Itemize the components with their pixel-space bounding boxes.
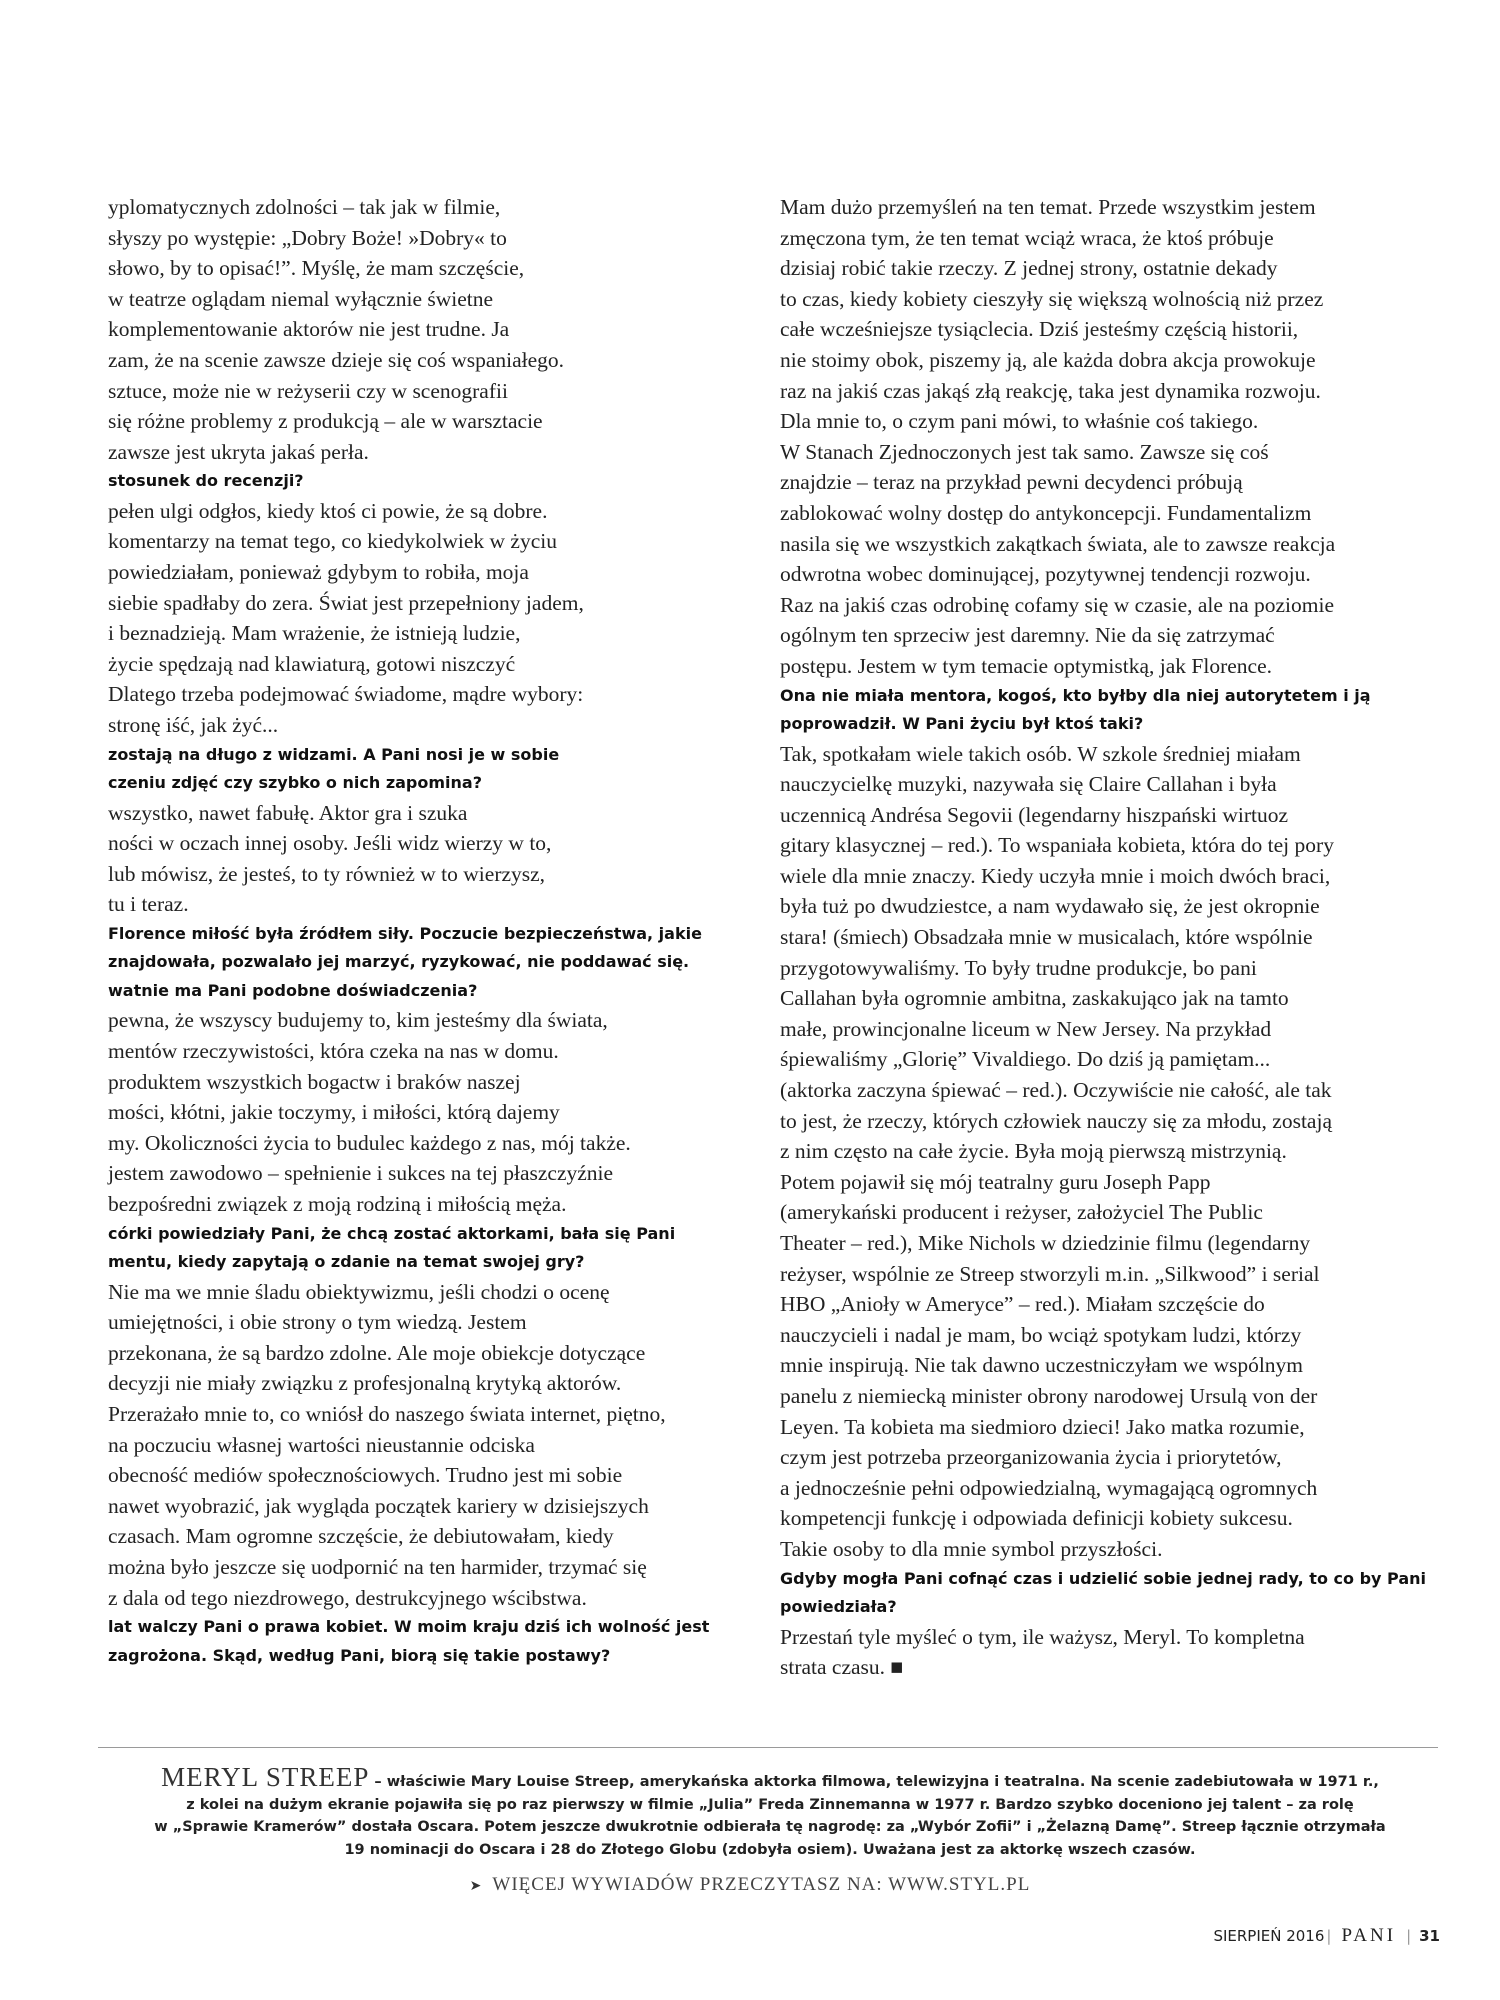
page-number: 31	[1419, 1927, 1440, 1945]
interview-question: córki powiedziały Pani, że chcą zostać aktorkami, bała się Pani mentu, kiedy zapytają o zdanie na temat swojej gry?	[108, 1223, 676, 1272]
answer-paragraph: pełen ulgi odgłos, kiedy ktoś ci powie, że są dobre. komentarzy na temat tego, co kiedykolwiek w życiu powiedziałam, ponieważ gdybym to robiła, moja siebie spadłaby do zera. Świat jest przepełniony jadem, i beznadzieją. Mam wrażenie, że istnieją ludzie, życie spędzają nad klawiaturą, gotowi niszczyć Dlatego trzeba podejmować świadome, mądre wybory: stronę iść, jak żyć...	[108, 498, 584, 737]
interview-question: Gdyby mogła Pani cofnąć czas i udzielić sobie jednej rady, to co by Pani powiedziała?	[780, 1568, 1426, 1617]
answer-paragraph: wszystko, nawet fabułę. Aktor gra i szuka ności w oczach innej osoby. Jeśli widz wierzy w to, lub mówisz, że jesteś, to ty również w to wierzysz, tu i teraz.	[108, 800, 552, 917]
bio-line: w „Sprawie Kramerów” dostała Oscara. Potem jeszcze dwukrotnie odbierała tę nagrodę: za „Wybór Zofii” i „Żelazną Damę”. Streep łącznie otrzymała	[154, 1819, 1386, 1835]
left-column	[108, 192, 758, 1670]
bio-line: 19 nominacji do Oscara i 28 do Złotego Globu (zdobyła osiem). Uważana jest za aktorkę wszech czasów.	[344, 1841, 1196, 1858]
magazine-name: PANI	[1341, 1925, 1397, 1946]
interview-question: stosunek do recenzji?	[108, 471, 304, 491]
double-arrow-icon: ➤	[469, 1878, 483, 1894]
footer-separator: |	[1326, 1927, 1332, 1945]
more-interviews-link[interactable]	[0, 1874, 1500, 1896]
answer-paragraph: Przestań tyle myśleć o tym, ile ważysz, Meryl. To kompletna strata czasu. ■	[780, 1624, 1305, 1680]
interview-question: Florence miłość była źródłem siły. Poczucie bezpieczeństwa, jakie znajdowała, pozwalało jej marzyć, ryzykować, nie poddawać się. watnie ma Pani podobne doświadczenia?	[108, 923, 702, 1000]
page-footer	[1213, 1925, 1440, 1947]
answer-paragraph: yplomatycznych zdolności – tak jak w filmie, słyszy po występie: „Dobry Boże! »Dobry« to słowo, by to opisać!”. Myślę, że mam szczęście, w teatrze oglądam niemal wyłącznie świetne komplementowanie aktorów nie jest trudne. Ja zam, że na scenie zawsze dzieje się coś wspaniałego. sztuce, może nie w reżyserii czy w scenografii się różne problemy z produkcją – ale w warsztacie zawsze jest ukryta jakaś perła.	[108, 195, 565, 464]
answer-paragraph: Tak, spotkałam wiele takich osób. W szkole średniej miałam nauczycielkę muzyki, nazywała się Claire Callahan i była uczennicą Andrésa Segovii (legendarny hiszpański wirtuoz gitary klasycznej – red.). To wspaniała kobieta, która do tej pory wiele dla mnie znaczy. Kiedy uczyła mnie i moich dwóch braci, była tuż po dwudziestce, a nam wydawało się, że jest okropnie stara! (śmiech) Obsadzała mnie w musicalach, które wspólnie przygotowywaliśmy. To były trudne produkcje, bo pani Callahan była ogromnie ambitna, zaskakująco jak na tamto małe, prowincjonalne liceum w New Jersey. Na przykład śpiewaliśmy „Glorię” Vivaldiego. Do dziś ją pamiętam... (aktorka zaczyna śpiewać – red.). Oczywiście nie całość, ale tak to jest, że rzeczy, których człowiek nauczy się za młodu, zostają z nim często na całe życie. Była moją pierwszą mistrzynią. Potem pojawił się mój teatralny guru Joseph Papp (amerykański producent i reżyser, założyciel The Public Theater – red.), Mike Nichols w dziedzinie filmu (legendarny reżyser, wspólnie ze Streep stworzyli m.in. „Silkwood” i serial HBO „Anioły w Ameryce” – red.). Miałam szczęście do nauczycieli i nadal je mam, bo wciąż spotykam ludzi, którzy mnie inspirują. Nie tak dawno uczestniczyłam we wspólnym panelu z niemiecką minister obrony narodowej Ursulą von der Leyen. Ta kobieta ma siedmioro dzieci! Jako matka rozumie, czym jest potrzeba przeorganizowania życia i priorytetów, a jednocześnie pełni odpowiedzialną, wymagającą ogromnych kompetencji funkcję i odpowiada definicji kobiety sukcesu. Takie osoby to dla mnie symbol przyszłości.	[780, 741, 1334, 1561]
interview-question: zostają na długo z widzami. A Pani nosi je w sobie czeniu zdjęć czy szybko o nich zapomina?	[108, 744, 560, 793]
answer-paragraph: pewna, że wszyscy budujemy to, kim jesteśmy dla świata, mentów rzeczywistości, która czeka na nas w domu. produktem wszystkich bogactw i braków naszej mości, kłótni, jakie toczymy, i miłości, którą dajemy my. Okoliczności życia to budulec każdego z nas, mój także. jestem zawodowo – spełnienie i sukces na tej płaszczyźnie bezpośredni związek z moją rodziną i miłością męża.	[108, 1008, 631, 1217]
bio-line	[100, 1762, 1440, 1794]
bio-divider	[98, 1747, 1438, 1748]
more-interviews-text[interactable]: WIĘCEJ WYWIADÓW PRZECZYTASZ NA: WWW.STYL.PL	[492, 1874, 1031, 1895]
answer-paragraph: Mam dużo przemyśleń na ten temat. Przede wszystkim jestem zmęczona tym, że ten temat wciąż wraca, że ktoś próbuje dzisiaj robić takie rzeczy. Z jednej strony, ostatnie dekady to czas, kiedy kobiety cieszyły się większą wolnością niż przez całe wcześniejsze tysiąclecia. Dziś jesteśmy częścią historii, nie stoimy obok, piszemy ją, ale każda dobra akcja prowokuje raz na jakiś czas jakąś złą reakcję, taka jest dynamika rozwoju. Dla mnie to, o czym pani mówi, to właśnie coś takiego. W Stanach Zjednoczonych jest tak samo. Zawsze się coś znajdzie – teraz na przykład pewni decydenci próbują zablokować wolny dostęp do antykoncepcji. Fundamentalizm nasila się we wszystkich zakątkach świata, ale to zawsze reakcja odwrotna wobec dominującej, pozytywnej tendencji rozwoju. Raz na jakiś czas odrobinę cofamy się w czasie, ale na poziomie ogólnym ten sprzeciw jest daremny. Nie da się zatrzymać postępu. Jestem w tym temacie optymistką, jak Florence.	[780, 195, 1336, 678]
bio-name: MERYL STREEP	[161, 1762, 370, 1792]
issue-date: SIERPIEŃ 2016	[1213, 1927, 1325, 1945]
bio-line: z kolei na dużym ekranie pojawiła się po raz pierwszy w filmie „Julia” Freda Zinnemanna w 1977 r. Bardzo szybko doceniono jej talent – za rolę	[186, 1796, 1354, 1813]
footer-separator: |	[1406, 1927, 1412, 1945]
right-column	[780, 192, 1430, 1683]
interview-question: lat walczy Pani o prawa kobiet. W moim kraju dziś ich wolność jest zagrożona. Skąd, według Pani, biorą się takie postawy?	[108, 1617, 710, 1665]
bio-text: – właściwie Mary Louise Streep, amerykańska aktorka filmowa, telewizyjna i teatralna. Na scenie zadebiutowała w 1971 r.,	[369, 1774, 1379, 1790]
bio-box	[100, 1762, 1440, 1861]
answer-paragraph: Nie ma we mnie śladu obiektywizmu, jeśli chodzi o ocenę umiejętności, i obie strony o tym wiedzą. Jestem przekonana, że są bardzo zdolne. Ale moje obiekcje dotyczące decyzji nie miały związku z profesjonalną krytyką aktorów. Przerażało mnie to, co wniósł do naszego świata internet, piętno, na poczuciu własnej wartości nieustannie odciska obecność mediów społecznościowych. Trudno jest mi sobie nawet wyobrazić, jak wygląda początek kariery w dzisiejszych czasach. Mam ogromne szczęście, że debiutowałam, kiedy można było jeszcze się uodpornić na ten harmider, trzymać się z dala od tego niezdrowego, destrukcyjnego wścibstwa.	[108, 1279, 666, 1610]
interview-question: Ona nie miała mentora, kogoś, kto byłby dla niej autorytetem i ją poprowadził. W Pani życiu był ktoś taki?	[780, 685, 1371, 733]
